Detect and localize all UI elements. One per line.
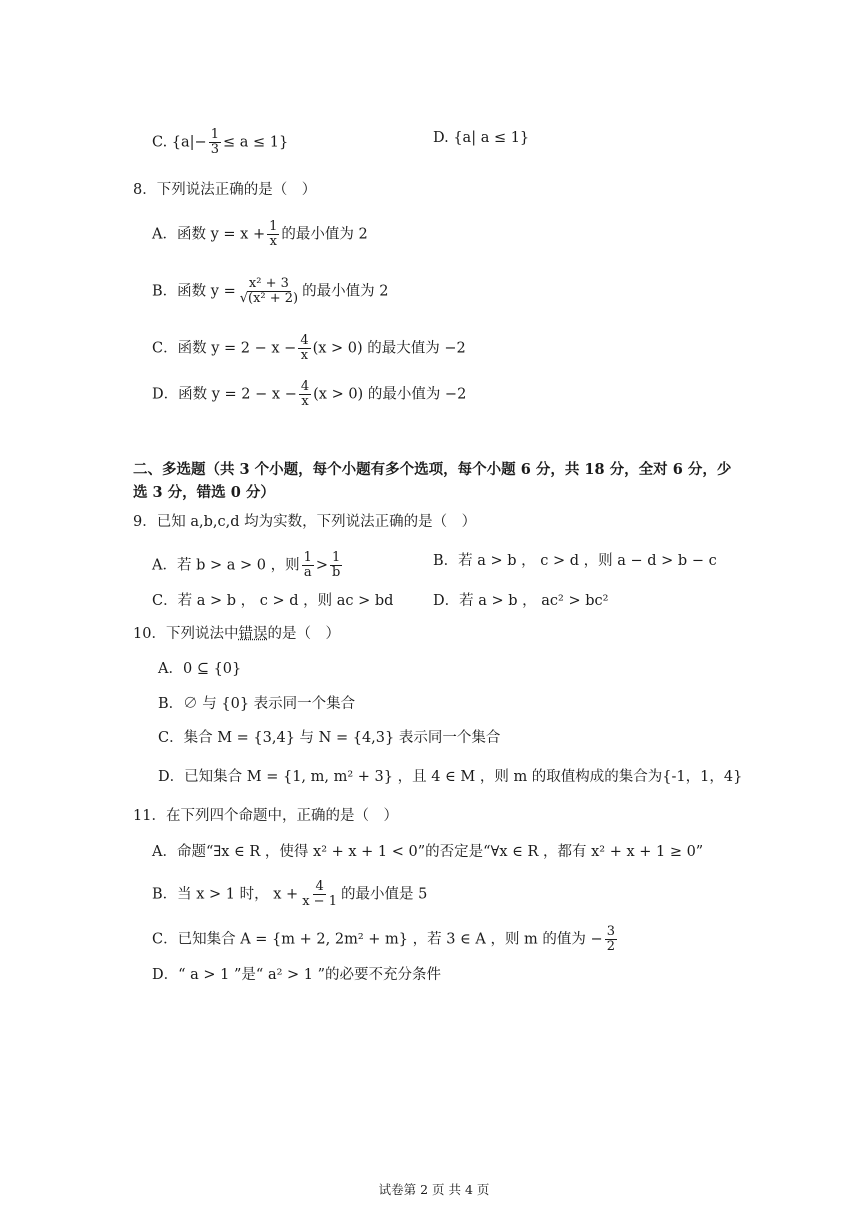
section-heading-cont: 选 3 分，错选 0 分） (133, 484, 275, 501)
q9-option-a (152, 551, 344, 580)
q10-option-b (158, 694, 355, 714)
q9-option-c (152, 591, 393, 611)
q11-stem: 11．在下列四个命题中，正确的是（ ） (133, 808, 398, 824)
q10-option-a (158, 659, 241, 679)
option-text: {a|− (171, 134, 207, 151)
option-text: 若 a > b ， c > d ，则 a − d > b − c (458, 553, 717, 569)
option-label: B． (433, 553, 459, 569)
q11-option-a (152, 842, 703, 862)
q10-option-c (158, 728, 500, 748)
option-text: 当 x > 1 时， x + (177, 886, 299, 903)
option-text: 的最小值为 2 (302, 283, 389, 300)
option-label: C. (152, 134, 168, 151)
q11-option-b (152, 880, 427, 909)
option-text: ∅ 与 {0} 表示同一个集合 (183, 696, 356, 712)
q7-option-d (433, 128, 529, 148)
q8-option-b (152, 277, 388, 306)
option-label: C． (158, 730, 184, 746)
fraction: $\frac{1}{a}$ (303, 550, 312, 580)
q11-option-d (152, 965, 441, 985)
option-label: B． (152, 283, 178, 300)
option-label: B． (152, 886, 178, 903)
option-text: 函数 y = (177, 283, 236, 300)
option-text: 已知集合 A = {m + 2, 2m² + m} ，若 3 ∈ A ，则 m 的值为 − (177, 931, 603, 948)
option-text: 函数 y = 2 − x − (177, 340, 297, 357)
option-text: (x > 0) 的最大值为 −2 (312, 340, 466, 357)
option-text: 若 b > a > 0 ，则 (176, 557, 300, 574)
option-text: 已知集合 M = {1, m, m² + 3} ，且 4 ∈ M ，则 m 的取值构成的集合为{-1，1，4} (184, 769, 743, 785)
option-label: A． (152, 844, 177, 860)
option-text: 命题“∃x ∈ R ，使得 x² + x + 1 < 0”的否定是“∀x ∈ R ，都有 x² + x + 1 ≥ 0” (176, 844, 704, 860)
option-label: D． (158, 769, 185, 785)
option-label: D． (152, 967, 179, 983)
fraction: $\frac{\text{x² + 3}}{\text{√(x² + 2)}}$ (239, 276, 299, 306)
q7-option-c (152, 128, 288, 157)
q8-option-c (152, 334, 466, 363)
option-label: C． (152, 593, 178, 609)
fraction: $\frac{4}{x - 1}$ (302, 879, 337, 909)
option-label: C． (152, 340, 178, 357)
option-text: 函数 y = 2 − x − (178, 386, 297, 403)
option-text: “ a > 1 ”是“ a² > 1 ”的必要不充分条件 (178, 967, 442, 983)
q8-stem: 8．下列说法正确的是（ ） (133, 182, 317, 198)
q11-option-c (152, 925, 619, 954)
option-text: (x > 0) 的最小值为 −2 (313, 386, 467, 403)
fraction: $\frac{1}{3}$ (210, 127, 219, 157)
option-text: ≤ a ≤ 1} (222, 134, 289, 151)
option-text: > (315, 557, 329, 574)
option-text: 的最小值是 5 (340, 886, 428, 903)
q8-option-a (152, 220, 368, 249)
section-heading: 二、多选题（共 3 个小题，每个小题有多个选项，每个小题 6 分，共 18 分，全对 6 分，少 (133, 461, 732, 478)
option-label: A． (152, 226, 177, 243)
fraction: $\frac{4}{x}$ (300, 333, 309, 363)
q10-stem: 10．下列说法中错误的是（ ） (133, 626, 340, 642)
option-label: C． (152, 931, 178, 948)
q10-option-d (158, 767, 742, 787)
option-text: 函数 y = x + (176, 226, 266, 243)
q9-option-b (433, 551, 717, 571)
fraction: $\frac{1}{x}$ (269, 219, 278, 249)
q8-option-d (152, 380, 466, 409)
fraction: $\frac{1}{b}$ (332, 550, 341, 580)
option-label: A． (158, 661, 183, 677)
option-text: 的最小值为 2 (281, 226, 368, 243)
option-label: B． (158, 696, 184, 712)
option-label: D. (433, 130, 449, 146)
emphasis-text: 错误 (238, 626, 268, 642)
option-label: D． (152, 386, 179, 403)
option-label: D． (433, 593, 460, 609)
option-text: 0 ⊆ {0} (182, 661, 242, 677)
option-text: 若 a > b ， ac² > bc² (459, 593, 609, 609)
option-text: {a| a ≤ 1} (453, 130, 530, 146)
option-text: 集合 M = {3,4} 与 N = {4,3} 表示同一个集合 (183, 730, 501, 746)
q9-stem: 9．已知 a,b,c,d 均为实数，下列说法正确的是（ ） (133, 514, 477, 530)
option-label: A． (152, 557, 177, 574)
fraction: $\frac{4}{x}$ (300, 379, 310, 409)
page-footer: 试卷第 2 页 共 4 页 (378, 1182, 490, 1197)
option-text: 若 a > b ， c > d ，则 ac > bd (177, 593, 394, 609)
q9-option-d (433, 591, 608, 611)
fraction: $\frac{3}{2}$ (606, 924, 615, 954)
